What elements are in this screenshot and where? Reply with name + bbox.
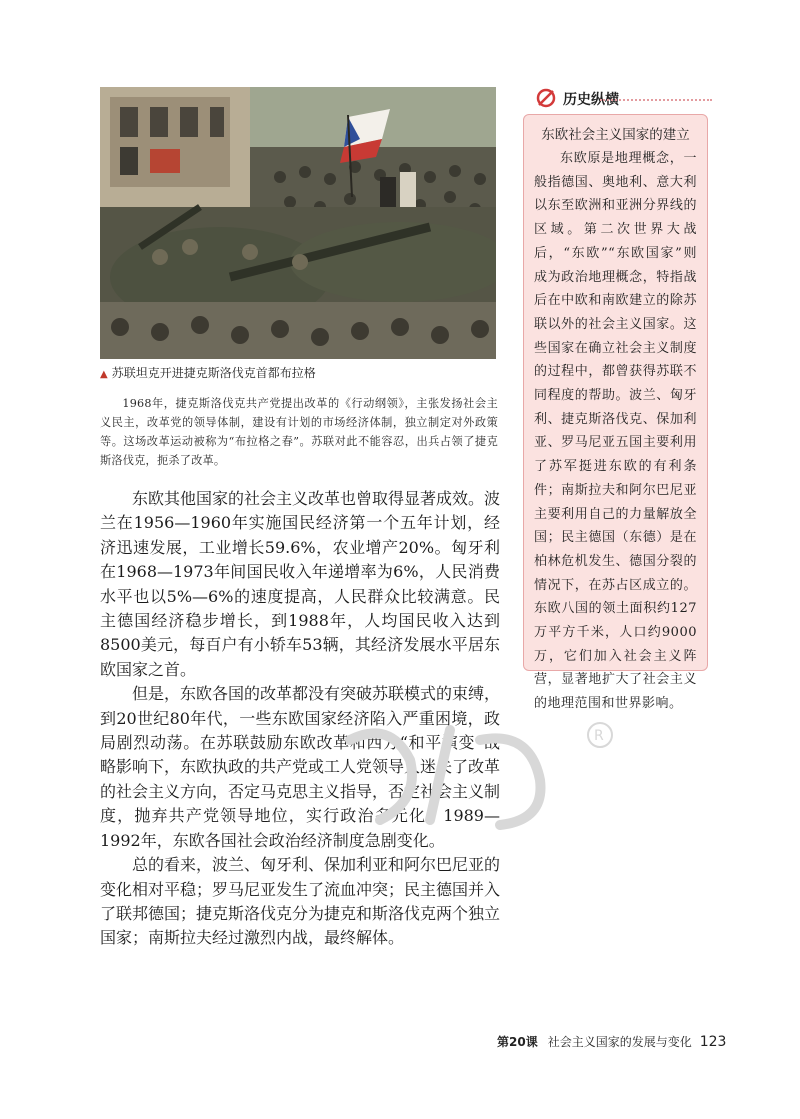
caption-title-text: 苏联坦克开进捷克斯洛伐克首都布拉格 bbox=[111, 366, 316, 380]
watermark-logo bbox=[330, 700, 630, 840]
paragraph: 总的看来，波兰、匈牙利、保加利亚和阿尔巴尼亚的变化相对平稳；罗马尼亚发生了流血冲突；民主德国并入了联邦德国；捷克斯洛伐克分为捷克和斯洛伐克两个独立国家；南斯拉夫经过激烈内战，最终解体。 bbox=[100, 855, 501, 948]
sidebar-title: 东欧社会主义国家的建立 bbox=[541, 127, 690, 143]
photo-soviet-tanks-prague bbox=[100, 87, 496, 359]
sidebar-box bbox=[523, 114, 708, 712]
photo-caption-title bbox=[100, 364, 500, 381]
lesson-title: 社会主义国家的发展与变化 bbox=[547, 1035, 692, 1049]
page-number: 123 bbox=[699, 1034, 727, 1050]
photo-caption-text: 1968年，捷克斯洛伐克共产党提出改革的《行动纲领》，主张发扬社会主义民主，改革党的领导体制，建设有计划的市场经济体制，独立制定对外政策等。这场改革运动被称为“布拉格之春”。苏联对此不能容忍，出兵占领了捷克斯洛伐克，扼杀了改革。 bbox=[100, 397, 498, 468]
svg-text:R: R bbox=[594, 728, 604, 744]
sidebar-header-divider bbox=[600, 99, 712, 101]
page-footer bbox=[497, 1033, 726, 1050]
photo-illustration bbox=[100, 87, 496, 359]
history-logo-icon bbox=[535, 87, 557, 109]
sidebar-header-label: 历史纵横 bbox=[563, 92, 619, 108]
paragraph: 东欧其他国家的社会主义改革也曾取得显著成效。波兰在1956—1960年实施国民经济第一个五年计划，经济迅速发展，工业增长59.6%，农业增产20%。匈牙利在1968—1973年间国民收入年递增率为6%，人民消费水平也以5%—6%的速度提高，人民群众比较满意。民主德国经济稳步增长，到1988年，人均国民收入达到8500美元，每百户有小轿车53辆，其经济发展水平居东欧国家之首。 bbox=[100, 489, 501, 679]
triangle-marker-icon: ▲ bbox=[100, 369, 108, 380]
paragraph: 但是，东欧各国的改革都没有突破苏联模式的束缚，到20世纪80年代，一些东欧国家经济陷入严重困境，政局剧烈动荡。在苏联鼓励东欧改革和西方“和平演变”战略影响下，东欧执政的共产党或工人党领导人迷失了改革的社会主义方向，否定马克思主义指导，否定社会主义制度，抛弃共产党领导地位，实行政治多元化。1989—1992年，东欧各国社会政治经济制度急剧变化。 bbox=[100, 684, 501, 850]
lesson-number: 第20课 bbox=[497, 1035, 538, 1049]
sidebar-body: 东欧原是地理概念，一般指德国、奥地利、意大利以东至欧洲和亚洲分界线的区域。第二次世界大战后，“东欧”“东欧国家”则成为政治地理概念，特指战后在中欧和南欧建立的除苏联以外的社会主义国家。这些国家在确立社会主义制度的过程中，都曾获得苏联不同程度的帮助。波兰、匈牙利、捷克斯洛伐克、保加利亚、罗马尼亚五国主要利用了苏军挺进东欧的有利条件；南斯拉夫和阿尔巴尼亚主要利用自己的力量解放全国；民主德国（东德）是在柏林危机发生、德国分裂的情况下，在苏占区成立的。东欧八国的领土面积约127万平方千米，人口约9000万，它们加入社会主义阵营，显著地扩大了社会主义的地理范围和世界影响。 bbox=[534, 151, 697, 712]
